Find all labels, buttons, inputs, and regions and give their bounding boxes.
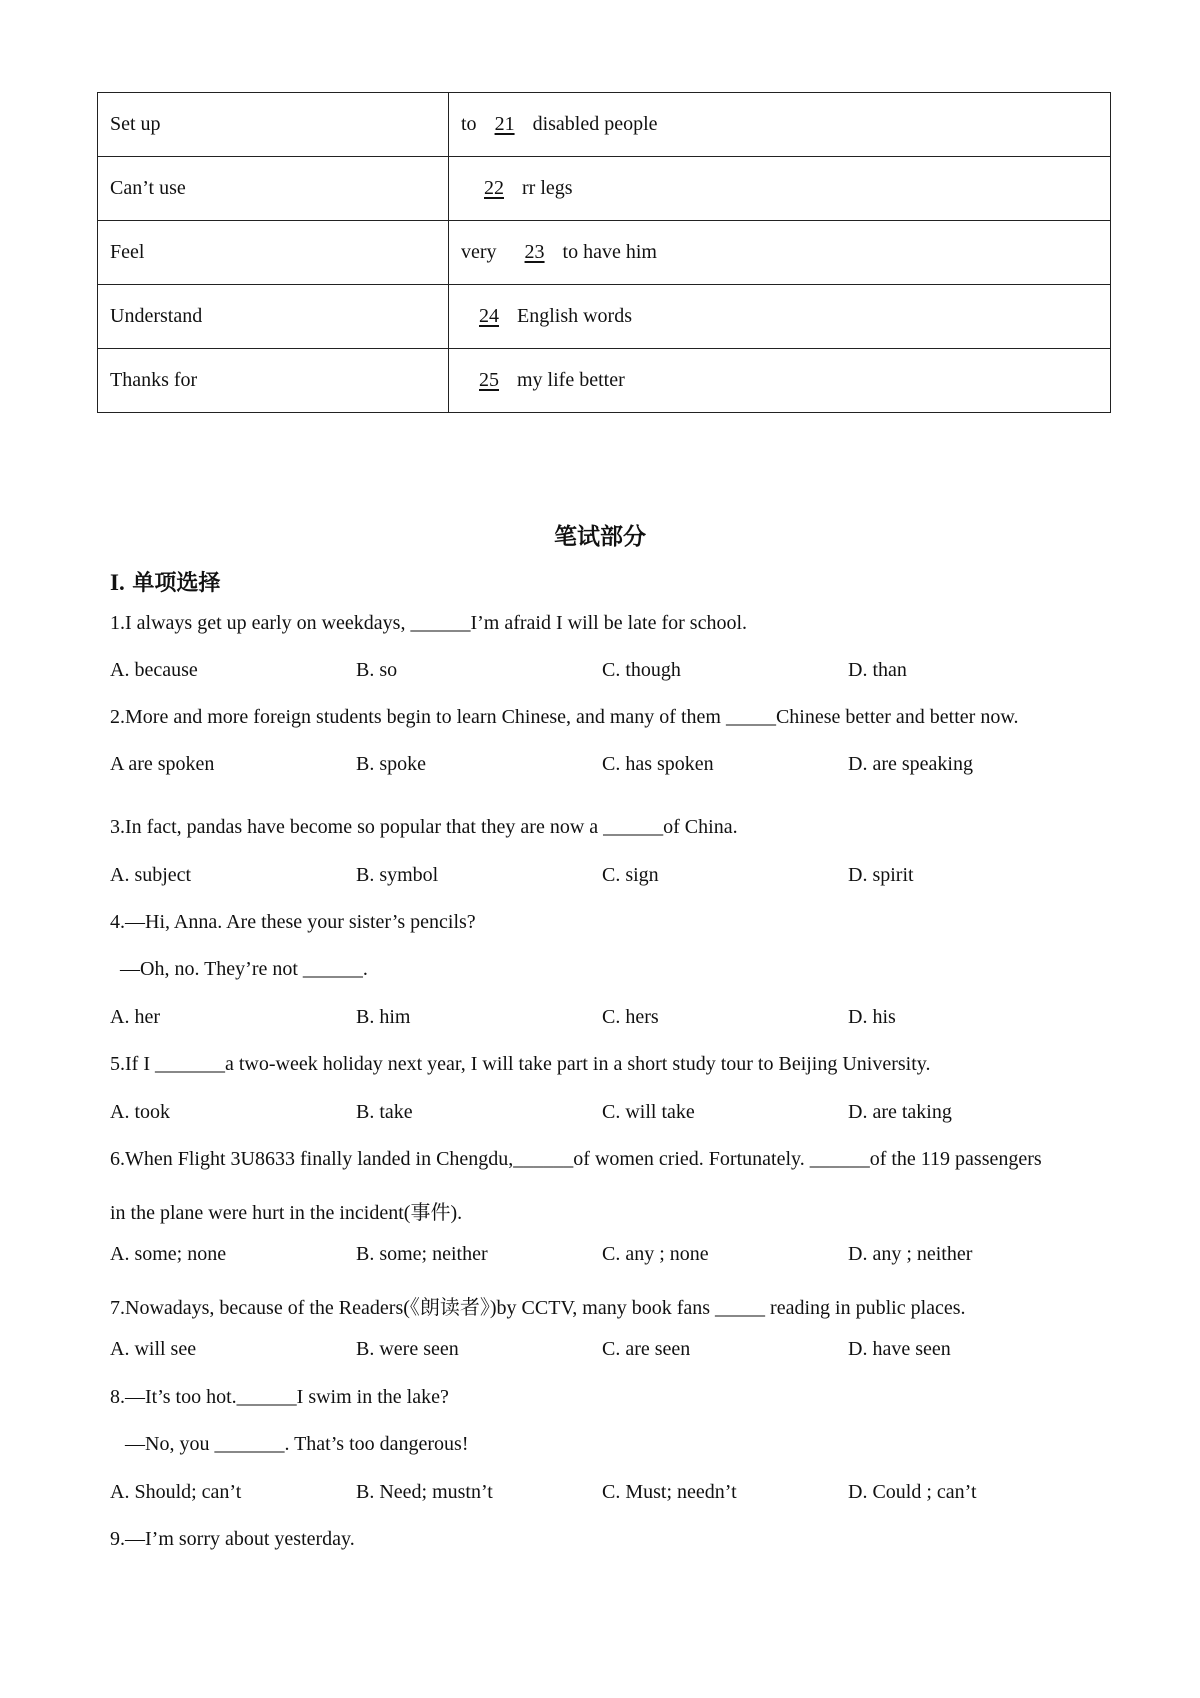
table-cell-label: Can’t use [98,157,449,221]
answer-suffix: my life better [517,369,625,391]
option-c[interactable]: C. will take [602,1101,695,1123]
option-c[interactable]: C. though [602,659,681,681]
question-5-text: 5.If I _______a two-week holiday next year, I will take part in a short study tour to Beijing University. [110,1053,931,1075]
option-d[interactable]: D. spirit [848,864,914,886]
option-d[interactable]: D. any ; neither [848,1243,973,1265]
part-title-text: 单项选择 [124,571,221,596]
option-c[interactable]: C. any ; none [602,1243,709,1265]
table-row [98,221,1111,285]
answer-suffix: rr legs [522,177,573,199]
question-5-options [110,1101,1110,1131]
option-c[interactable]: C. sign [602,864,659,886]
option-b[interactable]: B. some; neither [356,1243,488,1265]
answer-blank[interactable] [461,369,517,392]
table-cell-label: Feel [98,221,449,285]
option-b[interactable]: B. take [356,1101,413,1123]
table-cell-answer [449,285,1111,349]
option-d[interactable]: D. have seen [848,1338,951,1360]
table-row [98,93,1111,157]
table-cell-answer [449,221,1111,285]
option-a[interactable]: A. her [110,1006,160,1028]
option-d[interactable]: D. are taking [848,1101,952,1123]
option-b[interactable]: B. so [356,659,398,681]
part-title [110,566,220,597]
question-4-reply: —Oh, no. They’re not ______. [110,958,368,980]
blank-number: 23 [524,241,545,263]
option-a[interactable]: A. because [110,659,198,681]
question-8-text: 8.—It’s too hot.______I swim in the lake? [110,1386,449,1408]
question-2-options [110,753,1110,783]
table-cell-answer [449,93,1111,157]
question-4-text: 4.—Hi, Anna. Are these your sister’s pencils? [110,911,476,933]
question-9-text: 9.—I’m sorry about yesterday. [110,1528,355,1550]
question-3-options [110,864,1110,894]
question-4-options [110,1006,1110,1036]
option-b[interactable]: B. Need; mustn’t [356,1481,493,1503]
option-d[interactable]: D. his [848,1006,896,1028]
option-a[interactable]: A. subject [110,864,192,886]
answer-suffix: English words [517,305,632,327]
blank-number: 24 [479,305,499,327]
question-1-options [110,659,1110,689]
option-b[interactable]: B. spoke [356,753,426,775]
question-8-reply: —No, you _______. That’s too dangerous! [110,1433,469,1455]
answer-prefix: to [461,113,477,135]
option-b[interactable]: B. symbol [356,864,439,886]
option-d[interactable]: D. than [848,659,907,681]
table-row [98,157,1111,221]
question-6-text-cont: in the plane were hurt in the incident(事件). [110,1202,463,1224]
option-a[interactable]: A. some; none [110,1243,227,1265]
blank-number: 22 [484,177,504,199]
question-2-text: 2.More and more foreign students begin to learn Chinese, and many of them _____Chinese better and better now. [110,706,1019,728]
table-cell-label: Thanks for [98,349,449,413]
option-a[interactable]: A. Should; can’t [110,1481,242,1503]
option-c[interactable]: C. hers [602,1006,659,1028]
option-c[interactable]: C. Must; needn’t [602,1481,737,1503]
fill-in-table [97,92,1111,413]
question-6-text: 6.When Flight 3U8633 finally landed in Chengdu,______of women cried. Fortunately. ______of the 119 passengers [110,1148,1042,1170]
answer-blank[interactable] [461,305,517,328]
question-1-text: 1.I always get up early on weekdays, ______I’m afraid I will be late for school. [110,612,748,634]
table-cell-label: Set up [98,93,449,157]
option-c[interactable]: C. are seen [602,1338,691,1360]
table-row [98,349,1111,413]
blank-number: 21 [494,113,515,135]
option-d[interactable]: D. Could ; can’t [848,1481,977,1503]
option-d[interactable]: D. are speaking [848,753,973,775]
question-3-text: 3.In fact, pandas have become so popular that they are now a ______of China. [110,816,738,838]
part-roman-numeral: I. [110,570,125,595]
option-b[interactable]: B. him [356,1006,411,1028]
option-c[interactable]: C. has spoken [602,753,714,775]
question-7-options [110,1338,1110,1368]
answer-prefix: very [461,241,502,263]
option-a[interactable]: A. will see [110,1338,197,1360]
table-cell-answer [449,349,1111,413]
table-cell-label: Understand [98,285,449,349]
answer-suffix: to have him [562,241,657,263]
answer-blank[interactable] [507,241,563,264]
question-8-options [110,1481,1110,1511]
blank-number: 25 [479,369,499,391]
option-b[interactable]: B. were seen [356,1338,459,1360]
question-6-options [110,1243,1110,1273]
question-7-text: 7.Nowadays, because of the Readers(《朗读者》)by CCTV, many book fans _____ reading in public places. [110,1297,966,1319]
option-a[interactable]: A. took [110,1101,170,1123]
section-title: 笔试部分 [554,524,646,550]
answer-blank[interactable] [466,177,522,200]
table-row [98,285,1111,349]
answer-blank[interactable] [477,113,533,136]
option-a[interactable]: A are spoken [110,753,215,775]
table-cell-answer [449,157,1111,221]
answer-suffix: disabled people [532,113,658,135]
